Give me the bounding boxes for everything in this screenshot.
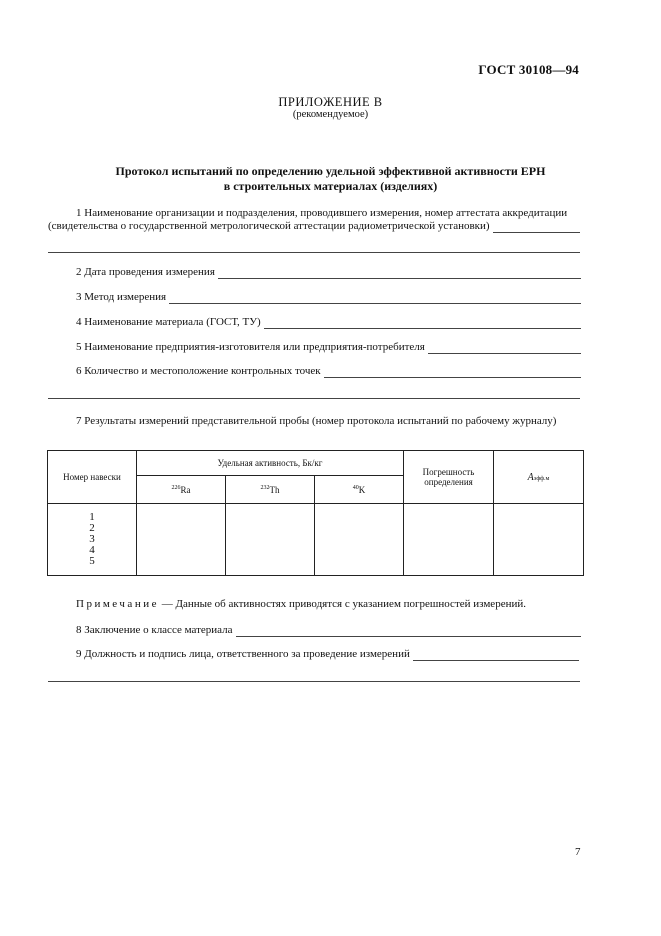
results-table bbox=[47, 450, 584, 576]
item-9 bbox=[76, 648, 579, 661]
note bbox=[76, 598, 526, 611]
col-error-header bbox=[404, 451, 494, 504]
col-error-line1: Погрешность bbox=[422, 467, 475, 477]
item-3-label: 3 Метод измерения bbox=[76, 291, 167, 303]
col-k-header bbox=[315, 476, 404, 504]
k-values-cell[interactable] bbox=[315, 504, 404, 576]
table-row-number: 5 bbox=[89, 555, 95, 567]
item-4-answer-line[interactable] bbox=[264, 318, 581, 329]
note-label: Примечание bbox=[76, 598, 159, 610]
table-row-number: 1 bbox=[89, 511, 95, 523]
item-2 bbox=[76, 266, 581, 279]
item-9-answer-line[interactable] bbox=[413, 650, 579, 661]
item-6 bbox=[76, 365, 581, 378]
ra-symbol: Ra bbox=[180, 484, 191, 495]
protocol-title-line1: Протокол испытаний по определению удельной эффективной активности ЕРН bbox=[115, 164, 546, 178]
note-text: — Данные об активностях приводятся с указанием погрешностей измерений. bbox=[158, 598, 526, 610]
k-mass: 40 bbox=[352, 484, 359, 491]
col-activity-header: Удельная активность, Бк/кг bbox=[137, 451, 404, 476]
protocol-title-line2: в строительных материалах (изделиях) bbox=[223, 179, 438, 193]
item-2-answer-line[interactable] bbox=[218, 268, 581, 279]
col-ra-header bbox=[137, 476, 226, 504]
th-symbol: Th bbox=[269, 484, 280, 495]
col-aeff-header bbox=[494, 451, 584, 504]
ra-values-cell[interactable] bbox=[137, 504, 226, 576]
item-6-extra-line[interactable] bbox=[48, 398, 580, 399]
item-1-extra-line[interactable] bbox=[48, 252, 580, 253]
item-9-extra-line[interactable] bbox=[48, 681, 580, 682]
item-7: 7 Результаты измерений представительной пробы (номер протокола испытаний по рабочему журналу) bbox=[76, 415, 557, 427]
item-3-answer-line[interactable] bbox=[169, 293, 581, 304]
appendix-title: ПРИЛОЖЕНИЕ В bbox=[278, 95, 383, 109]
item-1-line2-text: (свидетельства о государственной метрологической аттестации радиометрической установки) bbox=[48, 220, 490, 232]
item-5-answer-line[interactable] bbox=[428, 343, 581, 354]
item-8-label: 8 Заключение о классе материала bbox=[76, 624, 233, 636]
item-3 bbox=[76, 291, 581, 304]
protocol-title bbox=[0, 164, 661, 194]
aeff-values-cell[interactable] bbox=[494, 504, 584, 576]
table-row-number: 3 bbox=[89, 533, 95, 545]
item-1-line1: 1 Наименование организации и подразделения, проводившего измерения, номер аттестата аккредитации bbox=[76, 207, 568, 219]
item-1-line2 bbox=[48, 220, 580, 233]
aeff-sub: эфф.м bbox=[533, 475, 550, 482]
item-2-label: 2 Дата проведения измерения bbox=[76, 266, 215, 278]
error-values-cell[interactable] bbox=[404, 504, 494, 576]
table-row-number: 4 bbox=[89, 544, 95, 556]
item-6-label: 6 Количество и местоположение контрольных точек bbox=[76, 365, 321, 377]
page-number: 7 bbox=[575, 846, 581, 858]
item-4-label: 4 Наименование материала (ГОСТ, ТУ) bbox=[76, 316, 261, 328]
item-9-label: 9 Должность и подпись лица, ответственного за проведение измерений bbox=[76, 648, 410, 660]
appendix-subtitle: (рекомендуемое) bbox=[292, 109, 369, 120]
item-8-answer-line[interactable] bbox=[236, 626, 581, 637]
item-5-label: 5 Наименование предприятия-изготовителя или предприятия-потребителя bbox=[76, 341, 425, 353]
th-values-cell[interactable] bbox=[226, 504, 315, 576]
col-sample-header: Номер навески bbox=[48, 451, 137, 504]
item-1-answer-line[interactable] bbox=[493, 222, 580, 233]
aeff-main: А bbox=[527, 471, 534, 483]
standard-number: ГОСТ 30108—94 bbox=[478, 62, 579, 77]
k-symbol: K bbox=[358, 484, 366, 495]
table-row-number: 2 bbox=[89, 522, 95, 534]
ra-mass: 226 bbox=[171, 484, 181, 491]
item-8 bbox=[76, 624, 581, 637]
th-mass: 232 bbox=[260, 484, 270, 491]
col-th-header bbox=[226, 476, 315, 504]
item-5 bbox=[76, 341, 581, 354]
col-error-line2: определения bbox=[424, 477, 473, 487]
item-4 bbox=[76, 316, 581, 329]
sample-numbers-cell bbox=[48, 504, 137, 576]
item-6-answer-line[interactable] bbox=[324, 367, 581, 378]
